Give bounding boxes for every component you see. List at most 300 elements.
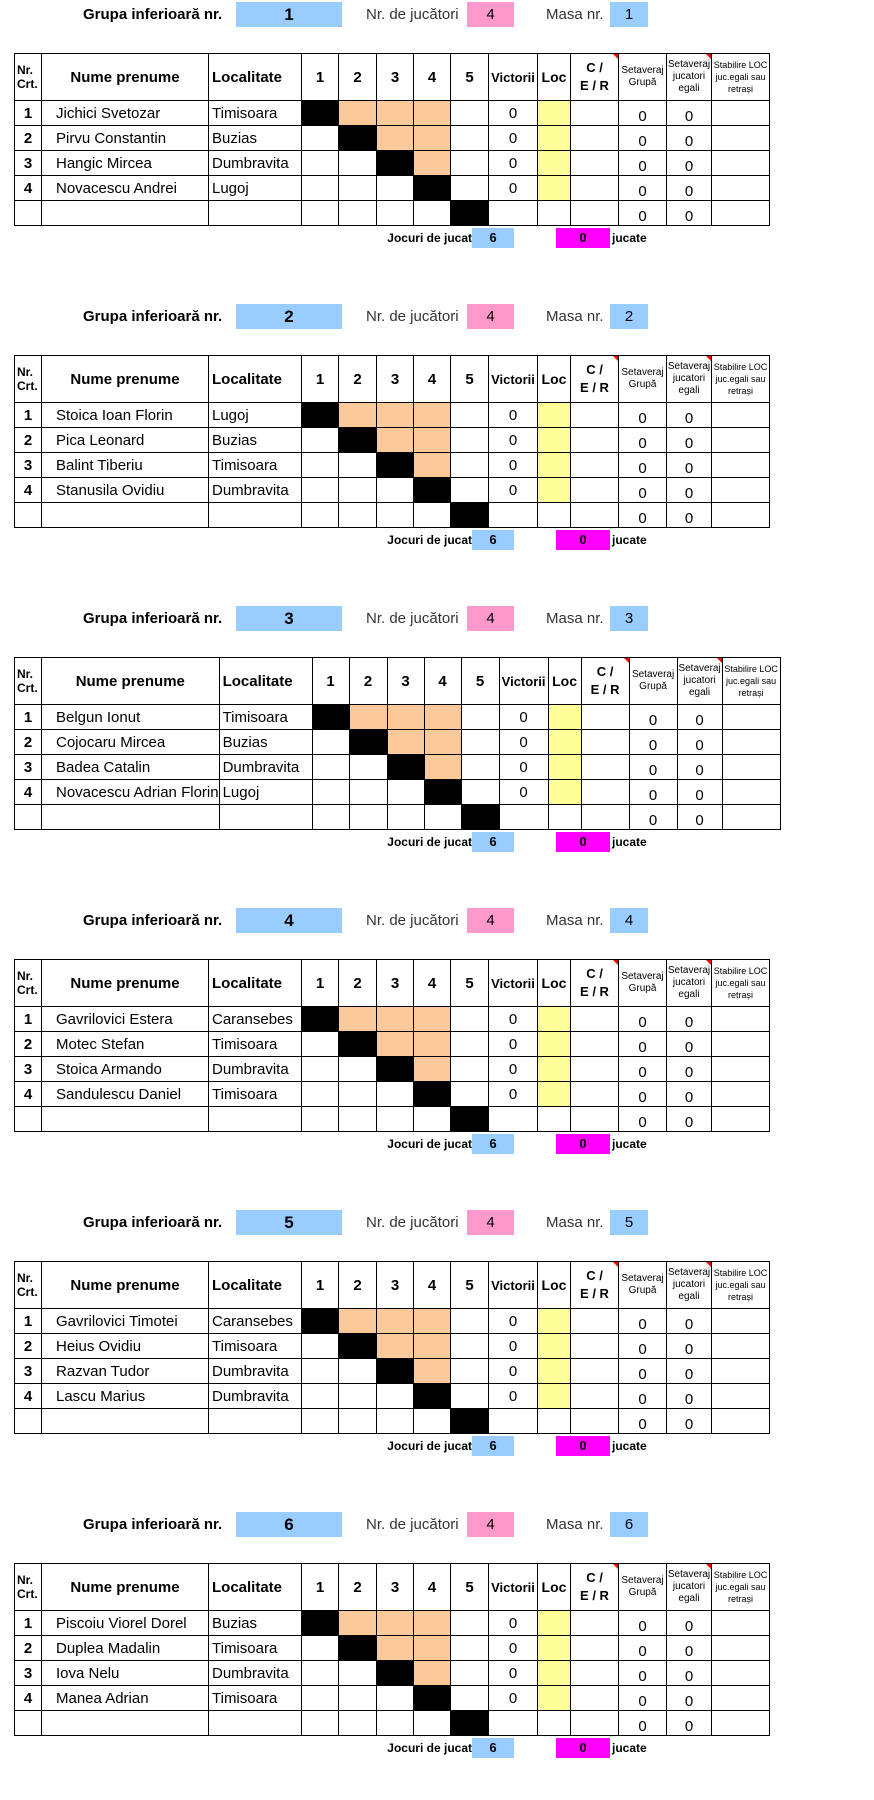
match-score-cell[interactable] bbox=[451, 428, 489, 453]
wins-cell[interactable]: 0 bbox=[489, 151, 538, 176]
match-score-cell[interactable] bbox=[387, 705, 424, 730]
group-number-cell[interactable]: 2 bbox=[236, 304, 342, 329]
player-name-cell[interactable]: Piscoiu Viorel Dorel bbox=[42, 1611, 209, 1636]
player-city-cell[interactable]: Timisoara bbox=[209, 1032, 302, 1057]
setaveraj-grupa-cell[interactable]: 0 bbox=[619, 1661, 667, 1686]
setaveraj-jucatori-cell[interactable]: 0 bbox=[677, 780, 722, 805]
row-index-cell[interactable]: 4 bbox=[15, 1686, 42, 1711]
games-played-cell[interactable]: 0 bbox=[556, 530, 610, 550]
match-score-cell[interactable] bbox=[377, 478, 414, 503]
games-played-cell[interactable]: 0 bbox=[556, 1134, 610, 1154]
player-name-cell[interactable]: Gavrilovici Timotei bbox=[42, 1309, 209, 1334]
match-score-cell[interactable] bbox=[339, 1007, 377, 1032]
group-number-cell[interactable]: 5 bbox=[236, 1210, 342, 1235]
wins-cell[interactable]: 0 bbox=[489, 1032, 538, 1057]
place-cell[interactable] bbox=[538, 1007, 571, 1032]
player-city-cell[interactable]: Lugoj bbox=[209, 403, 302, 428]
setaveraj-jucatori-cell[interactable]: 0 bbox=[667, 126, 712, 151]
match-score-cell[interactable] bbox=[414, 1409, 451, 1434]
comment-indicator-icon[interactable] bbox=[706, 1262, 711, 1267]
match-score-cell[interactable] bbox=[451, 1686, 489, 1711]
stabilire-loc-cell[interactable] bbox=[712, 1711, 770, 1736]
match-score-cell[interactable] bbox=[451, 1007, 489, 1032]
comment-indicator-icon[interactable] bbox=[706, 54, 711, 59]
match-score-cell[interactable] bbox=[461, 705, 499, 730]
stabilire-loc-cell[interactable] bbox=[712, 1359, 770, 1384]
wins-cell[interactable]: 0 bbox=[489, 1359, 538, 1384]
setaveraj-grupa-cell[interactable]: 0 bbox=[629, 755, 677, 780]
match-score-cell[interactable] bbox=[349, 805, 387, 830]
player-name-cell[interactable]: Pirvu Constantin bbox=[42, 126, 209, 151]
match-score-cell[interactable] bbox=[451, 1309, 489, 1334]
match-score-cell[interactable] bbox=[451, 478, 489, 503]
match-score-cell[interactable] bbox=[451, 1032, 489, 1057]
player-name-cell[interactable]: Lascu Marius bbox=[42, 1384, 209, 1409]
setaveraj-grupa-cell[interactable]: 0 bbox=[619, 1032, 667, 1057]
setaveraj-grupa-cell[interactable]: 0 bbox=[619, 1409, 667, 1434]
setaveraj-grupa-cell[interactable]: 0 bbox=[619, 1057, 667, 1082]
cer-cell[interactable] bbox=[571, 1032, 619, 1057]
stabilire-loc-cell[interactable] bbox=[712, 1661, 770, 1686]
player-name-cell[interactable]: Novacescu Andrei bbox=[42, 176, 209, 201]
match-score-cell[interactable] bbox=[349, 705, 387, 730]
player-name-cell[interactable]: Sandulescu Daniel bbox=[42, 1082, 209, 1107]
player-name-cell[interactable]: Iova Nelu bbox=[42, 1661, 209, 1686]
match-score-cell[interactable] bbox=[377, 1057, 414, 1082]
row-index-cell[interactable]: 2 bbox=[15, 428, 42, 453]
player-name-cell[interactable] bbox=[42, 1107, 209, 1132]
player-city-cell[interactable]: Dumbravita bbox=[209, 1384, 302, 1409]
place-cell[interactable] bbox=[538, 1409, 571, 1434]
cer-cell[interactable] bbox=[571, 1334, 619, 1359]
players-count-cell[interactable]: 4 bbox=[467, 304, 514, 329]
match-score-cell[interactable] bbox=[302, 126, 339, 151]
match-score-cell[interactable] bbox=[377, 1359, 414, 1384]
match-score-cell[interactable] bbox=[302, 478, 339, 503]
wins-cell[interactable]: 0 bbox=[489, 403, 538, 428]
comment-indicator-icon[interactable] bbox=[624, 658, 629, 663]
row-index-cell[interactable]: 1 bbox=[15, 1611, 42, 1636]
match-score-cell[interactable] bbox=[339, 478, 377, 503]
match-score-cell[interactable] bbox=[377, 201, 414, 226]
match-score-cell[interactable] bbox=[414, 126, 451, 151]
match-score-cell[interactable] bbox=[414, 453, 451, 478]
match-score-cell[interactable] bbox=[302, 1359, 339, 1384]
setaveraj-jucatori-cell[interactable]: 0 bbox=[667, 428, 712, 453]
place-cell[interactable] bbox=[538, 503, 571, 528]
match-score-cell[interactable] bbox=[424, 780, 461, 805]
match-score-cell[interactable] bbox=[414, 1686, 451, 1711]
match-score-cell[interactable] bbox=[339, 201, 377, 226]
player-name-cell[interactable]: Duplea Madalin bbox=[42, 1636, 209, 1661]
match-score-cell[interactable] bbox=[451, 1611, 489, 1636]
match-score-cell[interactable] bbox=[302, 1082, 339, 1107]
wins-cell[interactable]: 0 bbox=[489, 176, 538, 201]
setaveraj-grupa-cell[interactable]: 0 bbox=[629, 730, 677, 755]
match-score-cell[interactable] bbox=[339, 1107, 377, 1132]
match-score-cell[interactable] bbox=[414, 478, 451, 503]
player-city-cell[interactable]: Buzias bbox=[219, 730, 312, 755]
wins-cell[interactable]: 0 bbox=[489, 453, 538, 478]
match-score-cell[interactable] bbox=[302, 1686, 339, 1711]
setaveraj-jucatori-cell[interactable]: 0 bbox=[667, 151, 712, 176]
player-city-cell[interactable]: Timisoara bbox=[219, 705, 312, 730]
wins-cell[interactable]: 0 bbox=[489, 478, 538, 503]
match-score-cell[interactable] bbox=[414, 503, 451, 528]
stabilire-loc-cell[interactable] bbox=[712, 201, 770, 226]
stabilire-loc-cell[interactable] bbox=[712, 1057, 770, 1082]
cer-cell[interactable] bbox=[571, 1309, 619, 1334]
row-index-cell[interactable]: 4 bbox=[15, 780, 42, 805]
setaveraj-grupa-cell[interactable]: 0 bbox=[619, 1711, 667, 1736]
group-number-cell[interactable]: 1 bbox=[236, 2, 342, 27]
table-number-cell[interactable]: 5 bbox=[610, 1210, 648, 1235]
player-city-cell[interactable]: Dumbravita bbox=[209, 1359, 302, 1384]
match-score-cell[interactable] bbox=[339, 403, 377, 428]
cer-cell[interactable] bbox=[581, 730, 629, 755]
wins-cell[interactable]: 0 bbox=[499, 755, 548, 780]
player-city-cell[interactable]: Caransebes bbox=[209, 1309, 302, 1334]
cer-cell[interactable] bbox=[571, 428, 619, 453]
row-index-cell[interactable]: 3 bbox=[15, 1359, 42, 1384]
setaveraj-grupa-cell[interactable]: 0 bbox=[619, 478, 667, 503]
games-to-play-cell[interactable]: 6 bbox=[472, 1134, 514, 1154]
place-cell[interactable] bbox=[538, 1611, 571, 1636]
cer-cell[interactable] bbox=[571, 1107, 619, 1132]
table-number-cell[interactable]: 4 bbox=[610, 908, 648, 933]
setaveraj-grupa-cell[interactable]: 0 bbox=[619, 1082, 667, 1107]
match-score-cell[interactable] bbox=[414, 1032, 451, 1057]
stabilire-loc-cell[interactable] bbox=[722, 755, 780, 780]
player-city-cell[interactable]: Lugoj bbox=[219, 780, 312, 805]
player-name-cell[interactable]: Pica Leonard bbox=[42, 428, 209, 453]
wins-cell[interactable] bbox=[499, 805, 548, 830]
place-cell[interactable] bbox=[538, 201, 571, 226]
setaveraj-grupa-cell[interactable]: 0 bbox=[619, 453, 667, 478]
setaveraj-grupa-cell[interactable]: 0 bbox=[619, 126, 667, 151]
cer-cell[interactable] bbox=[571, 1661, 619, 1686]
player-name-cell[interactable]: Motec Stefan bbox=[42, 1032, 209, 1057]
match-score-cell[interactable] bbox=[339, 1032, 377, 1057]
match-score-cell[interactable] bbox=[302, 151, 339, 176]
match-score-cell[interactable] bbox=[414, 1384, 451, 1409]
games-to-play-cell[interactable]: 6 bbox=[472, 1738, 514, 1758]
player-city-cell[interactable]: Timisoara bbox=[209, 1636, 302, 1661]
row-index-cell[interactable] bbox=[15, 1107, 42, 1132]
players-count-cell[interactable]: 4 bbox=[467, 1210, 514, 1235]
cer-cell[interactable] bbox=[571, 1384, 619, 1409]
setaveraj-jucatori-cell[interactable]: 0 bbox=[677, 730, 722, 755]
match-score-cell[interactable] bbox=[451, 151, 489, 176]
setaveraj-grupa-cell[interactable]: 0 bbox=[619, 201, 667, 226]
place-cell[interactable] bbox=[538, 478, 571, 503]
cer-cell[interactable] bbox=[571, 1686, 619, 1711]
comment-indicator-icon[interactable] bbox=[706, 1564, 711, 1569]
match-score-cell[interactable] bbox=[302, 1711, 339, 1736]
match-score-cell[interactable] bbox=[451, 503, 489, 528]
match-score-cell[interactable] bbox=[414, 1661, 451, 1686]
wins-cell[interactable]: 0 bbox=[489, 1309, 538, 1334]
match-score-cell[interactable] bbox=[302, 201, 339, 226]
match-score-cell[interactable] bbox=[387, 755, 424, 780]
player-name-cell[interactable]: Belgun Ionut bbox=[42, 705, 220, 730]
match-score-cell[interactable] bbox=[377, 1007, 414, 1032]
match-score-cell[interactable] bbox=[451, 1384, 489, 1409]
cer-cell[interactable] bbox=[581, 805, 629, 830]
player-city-cell[interactable]: Timisoara bbox=[209, 1334, 302, 1359]
match-score-cell[interactable] bbox=[339, 1711, 377, 1736]
player-name-cell[interactable]: Balint Tiberiu bbox=[42, 453, 209, 478]
player-name-cell[interactable]: Manea Adrian bbox=[42, 1686, 209, 1711]
games-to-play-cell[interactable]: 6 bbox=[472, 1436, 514, 1456]
place-cell[interactable] bbox=[538, 1711, 571, 1736]
match-score-cell[interactable] bbox=[339, 1359, 377, 1384]
setaveraj-jucatori-cell[interactable]: 0 bbox=[667, 453, 712, 478]
setaveraj-jucatori-cell[interactable]: 0 bbox=[667, 1686, 712, 1711]
wins-cell[interactable] bbox=[489, 503, 538, 528]
row-index-cell[interactable] bbox=[15, 1711, 42, 1736]
match-score-cell[interactable] bbox=[312, 730, 349, 755]
setaveraj-jucatori-cell[interactable]: 0 bbox=[667, 176, 712, 201]
match-score-cell[interactable] bbox=[302, 1334, 339, 1359]
wins-cell[interactable] bbox=[489, 1409, 538, 1434]
stabilire-loc-cell[interactable] bbox=[722, 730, 780, 755]
setaveraj-grupa-cell[interactable]: 0 bbox=[619, 1007, 667, 1032]
setaveraj-jucatori-cell[interactable]: 0 bbox=[667, 1032, 712, 1057]
setaveraj-jucatori-cell[interactable]: 0 bbox=[667, 1636, 712, 1661]
match-score-cell[interactable] bbox=[461, 805, 499, 830]
match-score-cell[interactable] bbox=[414, 428, 451, 453]
row-index-cell[interactable]: 4 bbox=[15, 1384, 42, 1409]
player-city-cell[interactable]: Dumbravita bbox=[219, 755, 312, 780]
cer-cell[interactable] bbox=[571, 478, 619, 503]
wins-cell[interactable]: 0 bbox=[489, 1384, 538, 1409]
match-score-cell[interactable] bbox=[339, 1057, 377, 1082]
row-index-cell[interactable]: 1 bbox=[15, 101, 42, 126]
table-number-cell[interactable]: 2 bbox=[610, 304, 648, 329]
games-played-cell[interactable]: 0 bbox=[556, 1436, 610, 1456]
player-city-cell[interactable] bbox=[209, 503, 302, 528]
match-score-cell[interactable] bbox=[339, 1309, 377, 1334]
group-number-cell[interactable]: 6 bbox=[236, 1512, 342, 1537]
players-count-cell[interactable]: 4 bbox=[467, 908, 514, 933]
row-index-cell[interactable]: 2 bbox=[15, 730, 42, 755]
match-score-cell[interactable] bbox=[339, 1661, 377, 1686]
match-score-cell[interactable] bbox=[302, 1007, 339, 1032]
match-score-cell[interactable] bbox=[377, 403, 414, 428]
match-score-cell[interactable] bbox=[339, 126, 377, 151]
match-score-cell[interactable] bbox=[377, 1661, 414, 1686]
player-city-cell[interactable]: Dumbravita bbox=[209, 151, 302, 176]
match-score-cell[interactable] bbox=[302, 1384, 339, 1409]
match-score-cell[interactable] bbox=[339, 1082, 377, 1107]
place-cell[interactable] bbox=[548, 805, 581, 830]
match-score-cell[interactable] bbox=[414, 1636, 451, 1661]
match-score-cell[interactable] bbox=[461, 780, 499, 805]
place-cell[interactable] bbox=[538, 176, 571, 201]
setaveraj-jucatori-cell[interactable]: 0 bbox=[667, 1007, 712, 1032]
match-score-cell[interactable] bbox=[424, 755, 461, 780]
match-score-cell[interactable] bbox=[451, 1359, 489, 1384]
setaveraj-jucatori-cell[interactable]: 0 bbox=[667, 1309, 712, 1334]
wins-cell[interactable]: 0 bbox=[499, 730, 548, 755]
row-index-cell[interactable]: 3 bbox=[15, 151, 42, 176]
match-score-cell[interactable] bbox=[414, 1007, 451, 1032]
place-cell[interactable] bbox=[538, 1032, 571, 1057]
match-score-cell[interactable] bbox=[377, 503, 414, 528]
setaveraj-jucatori-cell[interactable]: 0 bbox=[667, 1334, 712, 1359]
setaveraj-grupa-cell[interactable]: 0 bbox=[619, 176, 667, 201]
match-score-cell[interactable] bbox=[451, 1636, 489, 1661]
match-score-cell[interactable] bbox=[377, 1409, 414, 1434]
comment-indicator-icon[interactable] bbox=[706, 356, 711, 361]
match-score-cell[interactable] bbox=[349, 780, 387, 805]
match-score-cell[interactable] bbox=[414, 1107, 451, 1132]
stabilire-loc-cell[interactable] bbox=[722, 780, 780, 805]
player-name-cell[interactable]: Heius Ovidiu bbox=[42, 1334, 209, 1359]
place-cell[interactable] bbox=[538, 126, 571, 151]
row-index-cell[interactable]: 1 bbox=[15, 1309, 42, 1334]
setaveraj-jucatori-cell[interactable]: 0 bbox=[667, 1359, 712, 1384]
match-score-cell[interactable] bbox=[377, 1032, 414, 1057]
player-city-cell[interactable]: Buzias bbox=[209, 1611, 302, 1636]
match-score-cell[interactable] bbox=[451, 126, 489, 151]
place-cell[interactable] bbox=[538, 1107, 571, 1132]
games-played-cell[interactable]: 0 bbox=[556, 832, 610, 852]
place-cell[interactable] bbox=[538, 428, 571, 453]
player-name-cell[interactable]: Razvan Tudor bbox=[42, 1359, 209, 1384]
wins-cell[interactable]: 0 bbox=[489, 1611, 538, 1636]
match-score-cell[interactable] bbox=[377, 1309, 414, 1334]
players-count-cell[interactable]: 4 bbox=[467, 1512, 514, 1537]
table-number-cell[interactable]: 6 bbox=[610, 1512, 648, 1537]
match-score-cell[interactable] bbox=[414, 1611, 451, 1636]
players-count-cell[interactable]: 4 bbox=[467, 606, 514, 631]
match-score-cell[interactable] bbox=[451, 1057, 489, 1082]
setaveraj-jucatori-cell[interactable]: 0 bbox=[667, 1611, 712, 1636]
stabilire-loc-cell[interactable] bbox=[712, 503, 770, 528]
row-index-cell[interactable] bbox=[15, 1409, 42, 1434]
player-name-cell[interactable] bbox=[42, 805, 220, 830]
cer-cell[interactable] bbox=[571, 1636, 619, 1661]
table-number-cell[interactable]: 3 bbox=[610, 606, 648, 631]
place-cell[interactable] bbox=[538, 453, 571, 478]
comment-indicator-icon[interactable] bbox=[613, 356, 618, 361]
place-cell[interactable] bbox=[548, 705, 581, 730]
player-city-cell[interactable]: Dumbravita bbox=[209, 1661, 302, 1686]
place-cell[interactable] bbox=[538, 1082, 571, 1107]
place-cell[interactable] bbox=[548, 780, 581, 805]
row-index-cell[interactable]: 3 bbox=[15, 1661, 42, 1686]
cer-cell[interactable] bbox=[571, 126, 619, 151]
wins-cell[interactable]: 0 bbox=[489, 1057, 538, 1082]
setaveraj-grupa-cell[interactable]: 0 bbox=[619, 1384, 667, 1409]
match-score-cell[interactable] bbox=[414, 176, 451, 201]
cer-cell[interactable] bbox=[581, 780, 629, 805]
row-index-cell[interactable]: 4 bbox=[15, 176, 42, 201]
match-score-cell[interactable] bbox=[312, 755, 349, 780]
setaveraj-jucatori-cell[interactable]: 0 bbox=[667, 1384, 712, 1409]
row-index-cell[interactable]: 2 bbox=[15, 126, 42, 151]
match-score-cell[interactable] bbox=[451, 1082, 489, 1107]
place-cell[interactable] bbox=[538, 1334, 571, 1359]
wins-cell[interactable] bbox=[489, 201, 538, 226]
player-city-cell[interactable] bbox=[209, 1107, 302, 1132]
match-score-cell[interactable] bbox=[339, 428, 377, 453]
comment-indicator-icon[interactable] bbox=[613, 960, 618, 965]
comment-indicator-icon[interactable] bbox=[613, 1262, 618, 1267]
player-name-cell[interactable] bbox=[42, 201, 209, 226]
match-score-cell[interactable] bbox=[414, 1082, 451, 1107]
match-score-cell[interactable] bbox=[451, 1334, 489, 1359]
match-score-cell[interactable] bbox=[387, 780, 424, 805]
stabilire-loc-cell[interactable] bbox=[712, 1636, 770, 1661]
place-cell[interactable] bbox=[548, 730, 581, 755]
match-score-cell[interactable] bbox=[302, 428, 339, 453]
cer-cell[interactable] bbox=[571, 1611, 619, 1636]
match-score-cell[interactable] bbox=[377, 151, 414, 176]
setaveraj-grupa-cell[interactable]: 0 bbox=[619, 151, 667, 176]
match-score-cell[interactable] bbox=[349, 730, 387, 755]
setaveraj-jucatori-cell[interactable]: 0 bbox=[677, 705, 722, 730]
player-name-cell[interactable]: Stoica Ioan Florin bbox=[42, 403, 209, 428]
match-score-cell[interactable] bbox=[302, 1107, 339, 1132]
stabilire-loc-cell[interactable] bbox=[712, 1384, 770, 1409]
stabilire-loc-cell[interactable] bbox=[712, 101, 770, 126]
setaveraj-grupa-cell[interactable]: 0 bbox=[619, 1636, 667, 1661]
cer-cell[interactable] bbox=[581, 755, 629, 780]
match-score-cell[interactable] bbox=[414, 1309, 451, 1334]
setaveraj-grupa-cell[interactable]: 0 bbox=[619, 503, 667, 528]
row-index-cell[interactable] bbox=[15, 201, 42, 226]
comment-indicator-icon[interactable] bbox=[613, 54, 618, 59]
match-score-cell[interactable] bbox=[451, 176, 489, 201]
games-to-play-cell[interactable]: 6 bbox=[472, 530, 514, 550]
stabilire-loc-cell[interactable] bbox=[712, 126, 770, 151]
player-city-cell[interactable]: Timisoara bbox=[209, 1686, 302, 1711]
setaveraj-grupa-cell[interactable]: 0 bbox=[619, 1334, 667, 1359]
cer-cell[interactable] bbox=[571, 403, 619, 428]
player-city-cell[interactable] bbox=[209, 1711, 302, 1736]
cer-cell[interactable] bbox=[571, 453, 619, 478]
setaveraj-grupa-cell[interactable]: 0 bbox=[619, 1611, 667, 1636]
setaveraj-jucatori-cell[interactable]: 0 bbox=[677, 805, 722, 830]
match-score-cell[interactable] bbox=[302, 1309, 339, 1334]
wins-cell[interactable] bbox=[489, 1107, 538, 1132]
match-score-cell[interactable] bbox=[302, 1611, 339, 1636]
games-played-cell[interactable]: 0 bbox=[556, 228, 610, 248]
setaveraj-grupa-cell[interactable]: 0 bbox=[619, 403, 667, 428]
row-index-cell[interactable]: 1 bbox=[15, 1007, 42, 1032]
match-score-cell[interactable] bbox=[349, 755, 387, 780]
wins-cell[interactable]: 0 bbox=[489, 1082, 538, 1107]
place-cell[interactable] bbox=[538, 1359, 571, 1384]
match-score-cell[interactable] bbox=[377, 126, 414, 151]
setaveraj-grupa-cell[interactable]: 0 bbox=[619, 1107, 667, 1132]
setaveraj-jucatori-cell[interactable]: 0 bbox=[667, 1107, 712, 1132]
place-cell[interactable] bbox=[538, 1057, 571, 1082]
match-score-cell[interactable] bbox=[302, 101, 339, 126]
wins-cell[interactable]: 0 bbox=[489, 1007, 538, 1032]
wins-cell[interactable]: 0 bbox=[489, 1661, 538, 1686]
match-score-cell[interactable] bbox=[414, 1057, 451, 1082]
match-score-cell[interactable] bbox=[339, 176, 377, 201]
match-score-cell[interactable] bbox=[312, 705, 349, 730]
player-name-cell[interactable] bbox=[42, 1409, 209, 1434]
row-index-cell[interactable]: 3 bbox=[15, 1057, 42, 1082]
match-score-cell[interactable] bbox=[377, 1334, 414, 1359]
player-name-cell[interactable]: Novacescu Adrian Florin bbox=[42, 780, 220, 805]
